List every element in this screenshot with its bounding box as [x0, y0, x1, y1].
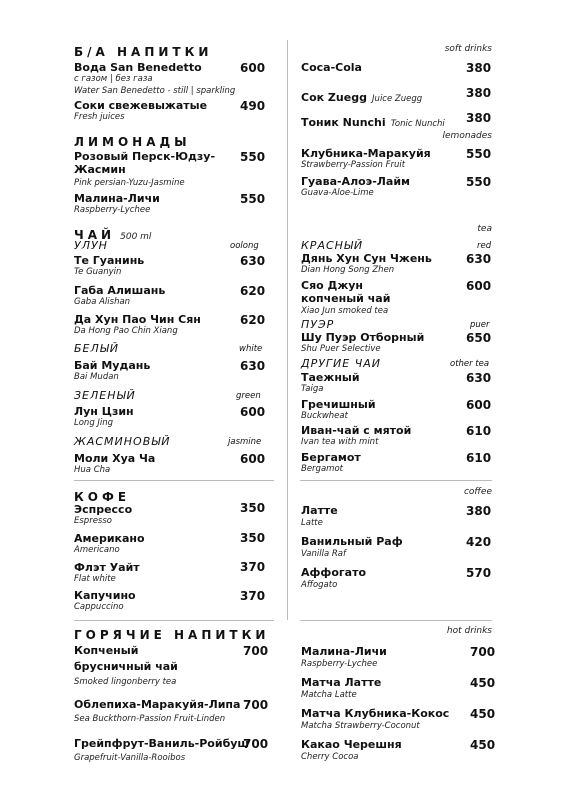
item-price: 600: [466, 279, 492, 293]
item-sub: Raspberry-Lychee: [74, 205, 151, 215]
section-title-hot-en: hot drinks: [446, 626, 492, 636]
item-name: Копченый: [74, 644, 139, 657]
item-name: Эспрессо: [74, 503, 133, 516]
item-sub: Raspberry-Lychee: [301, 659, 378, 669]
tea-category: УЛУН: [74, 239, 108, 252]
tea-category: БЕЛЫЙ: [74, 342, 119, 355]
item-price: 550: [466, 147, 492, 161]
item-sub: Bai Mudan: [74, 372, 119, 382]
item-sub: Affogato: [301, 580, 338, 590]
section-title-coffee: КОФЕ: [74, 490, 131, 504]
item-sub: Buckwheat: [301, 411, 348, 421]
item-name: Да Хун Пао Чин Сян: [74, 313, 201, 326]
tea-category: ЖАСМИНОВЫЙ: [74, 435, 171, 448]
item-sub: Bergamot: [301, 464, 343, 474]
item-name: Тоник Nunchi: [301, 116, 386, 129]
section-divider-coffee-right: [300, 480, 492, 481]
section-divider-hot-left: [74, 620, 274, 621]
item-price: 610: [466, 451, 492, 465]
item-sub: Matcha Strawberry-Coconut: [301, 721, 420, 731]
item-name-en: Juice Zuegg: [372, 94, 423, 104]
item-sub: Smoked lingonberry tea: [74, 677, 177, 687]
item-name: Дянь Хун Сун Чжень: [301, 252, 432, 265]
section-divider-hot-right: [300, 620, 492, 621]
column-divider: [287, 40, 288, 620]
item-name: Вода San Benedetto: [74, 61, 202, 74]
item-sub: Taiga: [301, 384, 324, 394]
item-price: 620: [240, 284, 266, 298]
item-sub: Ivan tea with mint: [301, 437, 379, 447]
item-sub: Americano: [74, 545, 120, 555]
item-sub: Gaba Alishan: [74, 297, 131, 307]
item-sub: с газом | без газа: [74, 74, 153, 84]
item-price: 370: [240, 589, 266, 603]
item-price: 630: [466, 371, 492, 385]
item-row: [301, 86, 422, 105]
item-price: 380: [466, 61, 492, 75]
item-price: 700: [470, 645, 496, 659]
item-name: Аффогато: [301, 566, 367, 579]
item-name-en: Tonic Nunchi: [390, 119, 445, 129]
section-title-lemonades-en: lemonades: [442, 131, 492, 141]
item-name: Сок Zuegg: [301, 91, 367, 104]
section-title-lemonades: ЛИМОНАДЫ: [74, 135, 191, 149]
item-price: 490: [240, 99, 266, 113]
item-sub: Grapefruit-Vanilla-Rooibos: [74, 753, 186, 763]
item-name: Матча Клубника-Кокос: [301, 707, 450, 720]
item-name: Бергамот: [301, 451, 361, 464]
tea-category-en: white: [239, 344, 263, 354]
section-title-hot: ГОРЯЧИЕ НАПИТКИ: [74, 628, 270, 642]
item-sub: Latte: [301, 518, 323, 528]
section-title-coffee-en: coffee: [463, 487, 492, 497]
item-price: 350: [240, 531, 266, 545]
item-name: Какао Черешня: [301, 738, 402, 751]
item-name: Гречишный: [301, 398, 376, 411]
item-name: Соки свежевыжатые: [74, 99, 208, 112]
item-name: Розовый Перск-Юдзу-: [74, 150, 216, 163]
tea-category: ДРУГИЕ ЧАИ: [301, 357, 382, 370]
tea-category: ЗЕЛЕНЫЙ: [74, 389, 136, 402]
item-price: 600: [240, 61, 266, 75]
item-sub: Matcha Latte: [301, 690, 357, 700]
item-name: Ванильный Раф: [301, 535, 403, 548]
item-name: копченый чай: [301, 292, 391, 305]
tea-category-en: oolong: [230, 241, 259, 251]
item-price: 570: [466, 566, 492, 580]
item-price: 380: [466, 86, 492, 100]
item-sub: Te Guanyin: [74, 267, 122, 277]
tea-category: КРАСНЫЙ: [301, 239, 364, 252]
item-name: Матча Латте: [301, 676, 382, 689]
item-price: 370: [240, 560, 266, 574]
section-title-soft-en: soft drinks: [444, 44, 492, 54]
item-price: 620: [240, 313, 266, 327]
item-price: 630: [240, 359, 266, 373]
item-price: 700: [243, 737, 269, 751]
item-sub: Xiao Jun smoked tea: [301, 306, 389, 316]
section-title-tea-en: tea: [477, 224, 492, 234]
item-price: 420: [466, 535, 492, 549]
tea-category-en: puer: [470, 320, 490, 330]
item-name: Флэт Уайт: [74, 561, 140, 574]
item-name: Те Гуанинь: [74, 254, 145, 267]
item-sub: Hua Cha: [74, 465, 111, 475]
item-price: 650: [466, 331, 492, 345]
item-price: 700: [243, 644, 269, 658]
item-sub: Sea Buckthorn-Passion Fruit-Linden: [74, 714, 226, 724]
item-name: Иван-чай с мятой: [301, 424, 412, 437]
item-price: 550: [240, 150, 266, 164]
item-price: 450: [470, 707, 496, 721]
item-price: 600: [466, 398, 492, 412]
item-price: 380: [466, 504, 492, 518]
item-sub: Fresh juices: [74, 112, 125, 122]
section-title-tea: ЧАЙ: [74, 228, 116, 242]
item-name: Клубника-Маракуйя: [301, 147, 431, 160]
item-name: Таежный: [301, 371, 360, 384]
item-price: 450: [470, 738, 496, 752]
item-sub: Cherry Cocoa: [301, 752, 359, 762]
item-row: [301, 111, 445, 130]
item-name: Латте: [301, 504, 338, 517]
item-name: Сяо Джун: [301, 279, 364, 292]
item-name: Малина-Личи: [301, 645, 387, 658]
section-title-soft: Б/А НАПИТКИ: [74, 45, 213, 59]
item-name: Coca-Cola: [301, 61, 362, 74]
tea-category-en: other tea: [450, 359, 490, 369]
item-price: 700: [243, 698, 269, 712]
item-price: 350: [240, 501, 266, 515]
tea-category-en: red: [477, 241, 492, 251]
section-divider-coffee-left: [74, 480, 274, 481]
item-sub: Flat white: [74, 574, 116, 584]
item-name: Жасмин: [74, 163, 126, 176]
item-sub: Long Jing: [74, 418, 114, 428]
item-sub: Dian Hong Song Zhen: [301, 265, 395, 275]
item-name: Грейпфрут-Ваниль-Ройбуш: [74, 737, 250, 750]
item-name: Американо: [74, 532, 145, 545]
tea-category-en: green: [236, 391, 261, 401]
item-name: Гуава-Алоэ-Лайм: [301, 175, 411, 188]
item-sub: Guava-Aloe-Lime: [301, 188, 374, 198]
item-sub: Da Hong Pao Chin Xiang: [74, 326, 178, 336]
item-name: Облепиха-Маракуйя-Липа: [74, 698, 241, 711]
item-name: Малина-Личи: [74, 192, 160, 205]
item-price: 550: [466, 175, 492, 189]
item-sub: Cappuccino: [74, 602, 124, 612]
tea-volume: 500 ml: [120, 232, 152, 242]
tea-category-en: jasmine: [228, 437, 262, 447]
item-sub: Strawberry-Passion Fruit: [301, 160, 406, 170]
item-sub: Pink persian-Yuzu-Jasmine: [74, 178, 185, 188]
item-price: 380: [466, 111, 492, 125]
tea-category: ПУЭР: [301, 318, 335, 331]
item-price: 610: [466, 424, 492, 438]
item-name: брусничный чай: [74, 660, 178, 673]
item-sub: Espresso: [74, 516, 112, 526]
item-name: Лун Цзин: [74, 405, 134, 418]
item-price: 600: [240, 405, 266, 419]
item-price: 630: [240, 254, 266, 268]
item-name: Бай Мудань: [74, 359, 151, 372]
item-sub: Vanilla Raf: [301, 549, 346, 559]
item-name: Шу Пуэр Отборный: [301, 331, 425, 344]
item-sub: Shu Puer Selective: [301, 344, 381, 354]
item-name: Капучино: [74, 589, 136, 602]
item-price: 630: [466, 252, 492, 266]
item-name: Габа Алишань: [74, 284, 166, 297]
item-sub: Water San Benedetto - still | sparkling: [74, 86, 236, 96]
item-price: 600: [240, 452, 266, 466]
item-price: 550: [240, 192, 266, 206]
item-price: 450: [470, 676, 496, 690]
item-name: Моли Хуа Ча: [74, 452, 156, 465]
